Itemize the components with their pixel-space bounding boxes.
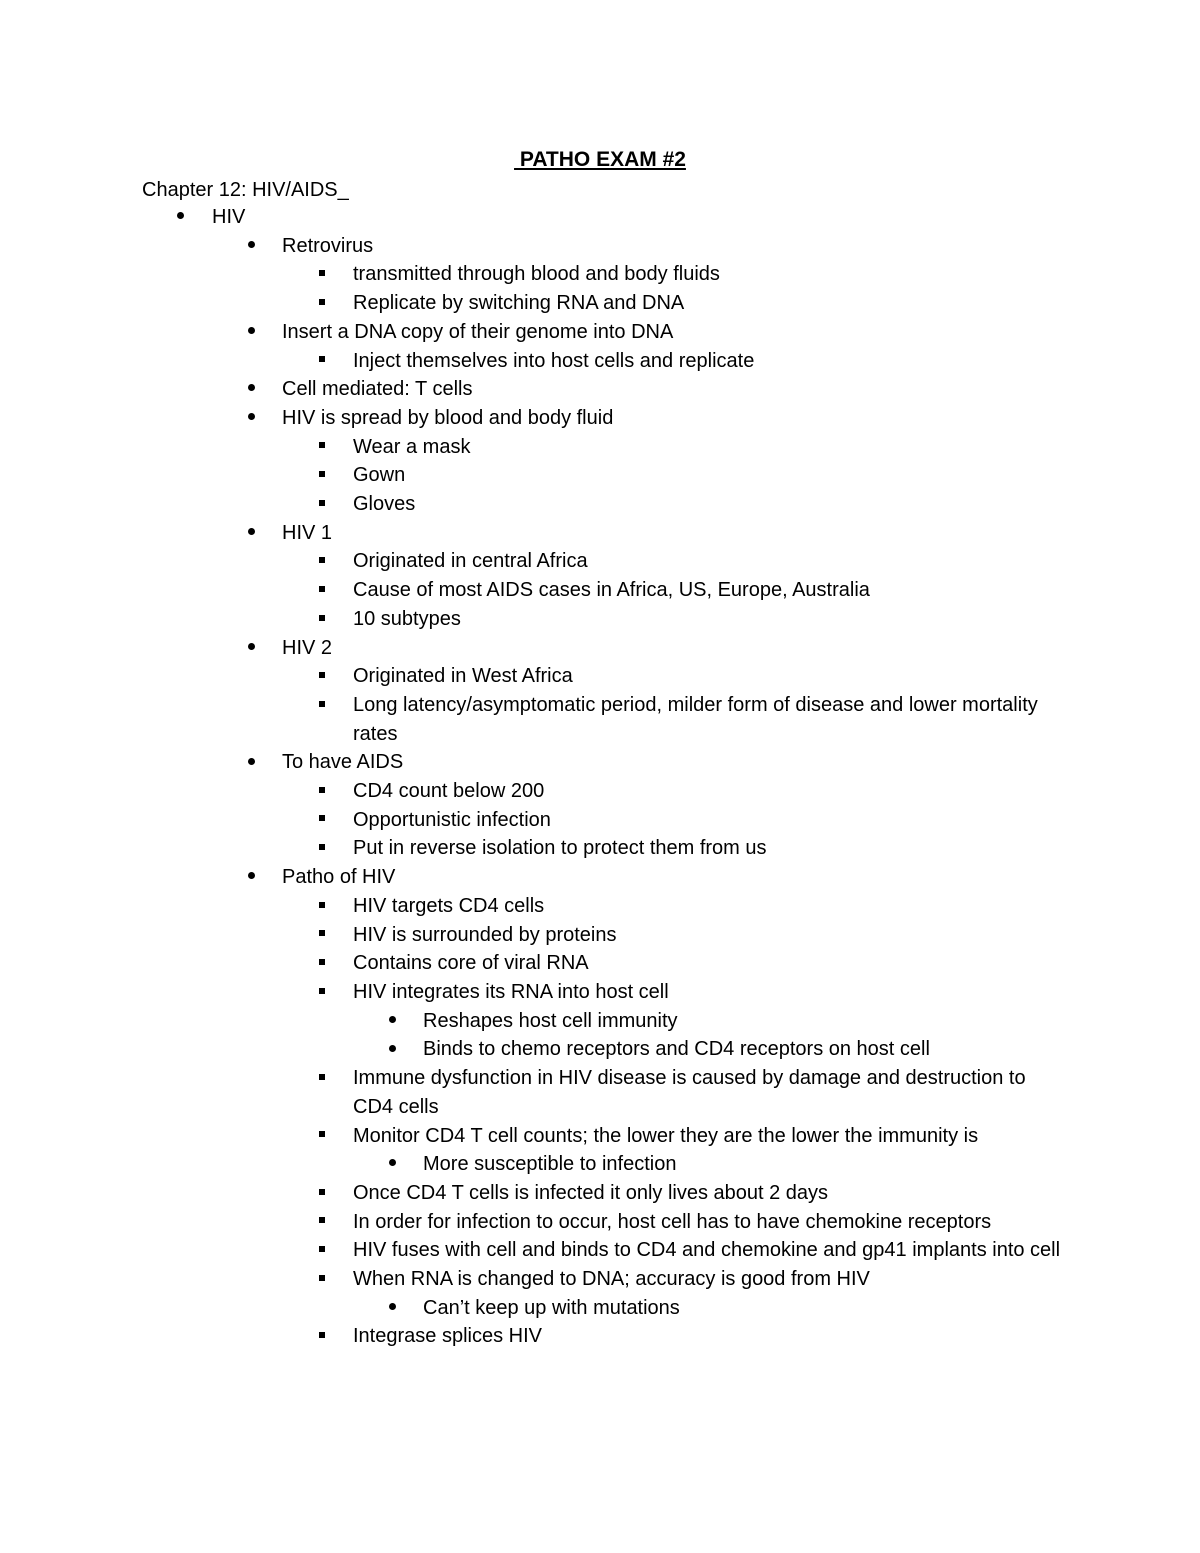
square-bullet-icon	[312, 490, 332, 519]
disc-bullet-icon	[241, 232, 261, 261]
outline-item	[0, 1122, 1200, 1151]
outline-item-text: Wear a mask	[353, 435, 471, 458]
outline-item	[0, 634, 1200, 663]
outline-item-text: HIV	[212, 206, 246, 228]
outline-item-text: Retrovirus	[282, 234, 374, 257]
outline-item-text: Opportunistic infection	[353, 808, 551, 831]
disc-bullet-icon	[382, 1150, 402, 1179]
disc-bullet-icon	[241, 375, 261, 404]
disc-bullet-icon	[382, 1007, 402, 1036]
outline-item-text: In order for infection to occur, host cell has to have chemokine receptors	[353, 1210, 992, 1233]
notes-outline	[0, 203, 1200, 1351]
outline-item	[0, 748, 1200, 777]
square-bullet-icon	[312, 691, 332, 720]
outline-item-text: HIV is surrounded by proteins	[353, 923, 617, 946]
outline-item-text: When RNA is changed to DNA; accuracy is good from HIV	[353, 1268, 870, 1291]
outline-item-text: Once CD4 T cells is infected it only lives about 2 days	[353, 1181, 829, 1204]
outline-item-text: 10 subtypes	[353, 607, 461, 630]
outline-item	[0, 347, 1200, 376]
outline-item-text: Cause of most AIDS cases in Africa, US, Europe, Australia	[353, 579, 870, 602]
square-bullet-icon	[312, 834, 332, 863]
square-bullet-icon	[312, 949, 332, 978]
outline-item-text: Reshapes host cell immunity	[423, 1009, 678, 1032]
outline-item	[0, 375, 1200, 404]
outline-item-text: Can’t keep up with mutations	[423, 1296, 680, 1319]
outline-item	[0, 1322, 1200, 1351]
outline-item-text: Originated in West Africa	[353, 665, 573, 688]
outline-item	[0, 921, 1200, 950]
outline-item-text: HIV fuses with cell and binds to CD4 and chemokine and gp41 implants into cell	[353, 1239, 1061, 1262]
square-bullet-icon	[312, 260, 332, 289]
disc-bullet-icon	[382, 1035, 402, 1064]
outline-item	[0, 892, 1200, 921]
square-bullet-icon	[312, 289, 332, 318]
square-bullet-icon	[312, 1122, 332, 1151]
square-bullet-icon	[312, 978, 332, 1007]
outline-item-text: Inject themselves into host cells and replicate	[353, 349, 755, 372]
outline-item-text: Put in reverse isolation to protect them from us	[353, 837, 767, 860]
square-bullet-icon	[312, 1236, 332, 1265]
square-bullet-icon	[312, 605, 332, 634]
outline-item	[0, 1064, 1200, 1121]
disc-bullet-icon	[382, 1294, 402, 1323]
page-title	[0, 144, 1200, 176]
square-bullet-icon	[312, 1064, 332, 1093]
outline-item-text: HIV 1	[282, 521, 333, 544]
square-bullet-icon	[312, 347, 332, 376]
outline-item-text: Immune dysfunction in HIV disease is caused by damage and destruction to CD4 cells	[353, 1067, 1026, 1118]
outline-item-text: Monitor CD4 T cell counts; the lower they are the lower the immunity is	[353, 1124, 979, 1147]
square-bullet-icon	[312, 547, 332, 576]
square-bullet-icon	[312, 921, 332, 950]
outline-item	[0, 289, 1200, 318]
outline-item	[0, 691, 1200, 748]
chapter-heading: Chapter 12: HIV/AIDS_	[142, 179, 349, 201]
outline-item	[0, 203, 1200, 232]
square-bullet-icon	[312, 461, 332, 490]
outline-item	[0, 978, 1200, 1007]
outline-item	[0, 461, 1200, 490]
outline-item	[0, 1007, 1200, 1036]
outline-item	[0, 806, 1200, 835]
square-bullet-icon	[312, 576, 332, 605]
outline-item	[0, 605, 1200, 634]
outline-item-text: Patho of HIV	[282, 866, 396, 889]
outline-item-text: transmitted through blood and body fluids	[353, 263, 720, 286]
square-bullet-icon	[312, 806, 332, 835]
square-bullet-icon	[312, 1265, 332, 1294]
outline-item	[0, 1265, 1200, 1294]
outline-item	[0, 260, 1200, 289]
page-title-text: PATHO EXAM #2	[514, 148, 686, 171]
square-bullet-icon	[312, 662, 332, 691]
outline-item	[0, 1179, 1200, 1208]
square-bullet-icon	[312, 1322, 332, 1351]
disc-bullet-icon	[170, 203, 190, 232]
outline-item	[0, 547, 1200, 576]
outline-item-text: Binds to chemo receptors and CD4 receptors on host cell	[423, 1038, 930, 1061]
outline-item-text: More susceptible to infection	[423, 1153, 677, 1176]
outline-item-text: HIV integrates its RNA into host cell	[353, 980, 669, 1003]
outline-item	[0, 232, 1200, 261]
outline-item	[0, 834, 1200, 863]
outline-item-text: CD4 count below 200	[353, 780, 545, 803]
outline-item	[0, 1208, 1200, 1237]
outline-item-text: HIV targets CD4 cells	[353, 894, 545, 917]
outline-item-text: Cell mediated: T cells	[282, 378, 473, 401]
outline-item	[0, 662, 1200, 691]
outline-item-text: Originated in central Africa	[353, 550, 588, 573]
disc-bullet-icon	[241, 404, 261, 433]
outline-item-text: Replicate by switching RNA and DNA	[353, 292, 685, 315]
outline-item-text: HIV 2	[282, 636, 333, 659]
outline-item	[0, 1035, 1200, 1064]
outline-item	[0, 1236, 1200, 1265]
outline-item-text: HIV is spread by blood and body fluid	[282, 406, 614, 429]
outline-item	[0, 1294, 1200, 1323]
outline-item	[0, 433, 1200, 462]
outline-item-text: Gown	[353, 464, 406, 487]
disc-bullet-icon	[241, 634, 261, 663]
outline-item-text: To have AIDS	[282, 751, 404, 774]
outline-item-text: Gloves	[353, 493, 416, 516]
outline-item	[0, 949, 1200, 978]
disc-bullet-icon	[241, 748, 261, 777]
square-bullet-icon	[312, 1179, 332, 1208]
outline-item	[0, 1150, 1200, 1179]
disc-bullet-icon	[241, 519, 261, 548]
outline-item	[0, 863, 1200, 892]
disc-bullet-icon	[241, 863, 261, 892]
outline-item	[0, 490, 1200, 519]
outline-item	[0, 318, 1200, 347]
outline-item-text: Long latency/asymptomatic period, milder form of disease and lower mortality rates	[353, 693, 1038, 745]
outline-item-text: Contains core of viral RNA	[353, 952, 589, 975]
outline-item	[0, 404, 1200, 433]
outline-item	[0, 576, 1200, 605]
square-bullet-icon	[312, 433, 332, 462]
outline-item	[0, 777, 1200, 806]
outline-item-text: Integrase splices HIV	[353, 1325, 542, 1348]
disc-bullet-icon	[241, 318, 261, 347]
square-bullet-icon	[312, 777, 332, 806]
square-bullet-icon	[312, 892, 332, 921]
square-bullet-icon	[312, 1208, 332, 1237]
outline-item	[0, 519, 1200, 548]
outline-item-text: Insert a DNA copy of their genome into DNA	[282, 320, 674, 343]
